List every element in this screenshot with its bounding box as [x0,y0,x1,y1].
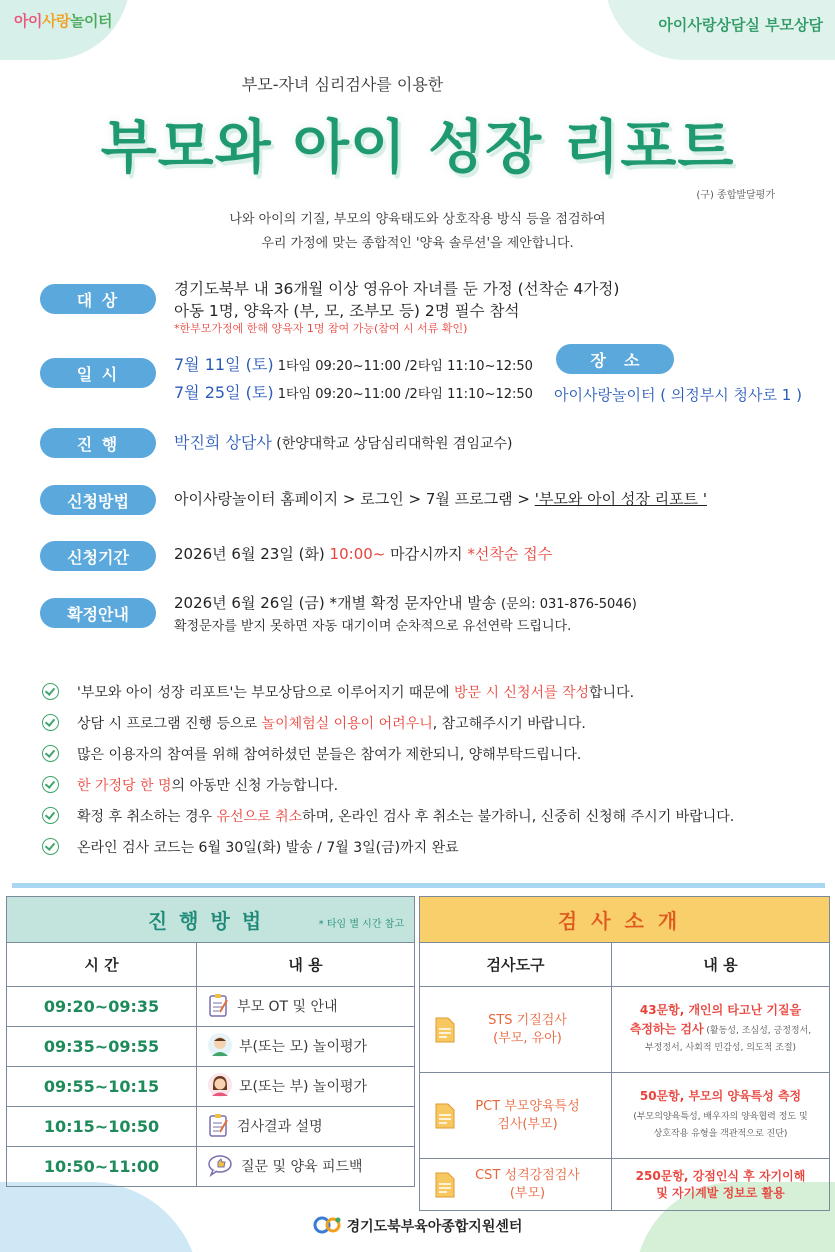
content-cell: 모(또는 부) 놀이평가 [197,1067,415,1107]
confirm-line: 2026년 6월 26일 (금) *개별 확정 문자안내 발송 [174,594,502,612]
check-icon [42,776,59,793]
former-name: (구) 종합발달평가 [696,190,775,201]
subtitle: 부모-자녀 심리검사를 이용한 [241,75,444,94]
list-item: 상담 시 프로그램 진행 등으로 놀이체험실 이용이 어려우니, 참고해주시기 바랍니다. [42,707,822,738]
info-cell: 50문항, 부모의 양육특성 측정 (부모의양육특성, 배우자의 양육협력 정도 및 상호작용 유형을 객관적으로 진단) [612,1073,830,1159]
check-icon [42,745,59,762]
apply-link: '부모와 아이 성장 리포트 ' [534,490,707,508]
notice-list [42,676,822,862]
period-label: 신청기간 [40,541,156,571]
check-icon [42,714,59,731]
description [0,208,835,256]
list-item: 확정 후 취소하는 경우 유선으로 취소하며, 온라인 검사 후 취소는 불가하니, 신중히 신청해 주시기 바랍니다. [42,800,822,831]
list-item: 많은 이용자의 참여를 위해 참여하셨던 분들은 참여가 제한되니, 양해부탁드립니다. [42,738,822,769]
period-info [174,543,552,565]
divider [12,883,825,888]
target-note: *한부모가정에 한해 양육자 1명 참여 가능(참여 시 서류 확인) [174,322,468,335]
schedule-header [7,897,415,943]
target-line: 경기도북부 내 36개월 이상 영유아 자녀를 둔 가정 (선착순 4가정) [174,280,620,298]
time-cell: 09:20~09:35 [7,987,197,1027]
host-name: 박진희 상담사 [174,433,272,452]
tests-header: 검사소개 [420,897,830,943]
check-icon [42,807,59,824]
date-label: 일 시 [40,358,156,388]
tool-cell: CST 성격강점검사 (부모) [420,1159,612,1211]
info-cell: 250문항, 강점인식 후 자기이해 및 자기계발 정보로 활용 [612,1159,830,1211]
check-icon [42,683,59,700]
time-cell: 10:15~10:50 [7,1107,197,1147]
column-header: 검사도구 [420,943,612,987]
apply-info [174,488,707,510]
table-row [420,1073,830,1159]
footer-org-name: 경기도북부육아종합지원센터 [346,1219,523,1235]
period-first-come: *선착순 접수 [467,545,553,563]
org-label: 아이사랑상담실 부모상담 [658,16,823,34]
table-row [7,1027,415,1067]
date-2-times: 1타임 09:20~11:00 /2타임 11:10~12:50 [273,387,533,402]
clipboard-icon [207,1112,231,1142]
schedule-title: 진행방법 [147,909,274,933]
schedule-table [6,896,415,1187]
host-detail: (한양대학교 상담심리대학원 겸임교수) [271,436,513,452]
list-item: 한 가정당 한 명의 아동만 신청 가능합니다. [42,769,822,800]
logo-text: 아이 [14,12,42,30]
content-cell: 부(또는 모) 놀이평가 [197,1027,415,1067]
list-item: '부모와 아이 성장 리포트'는 부모상담으로 이루어지기 때문에 방문 시 신청서를 작성합니다. [42,676,822,707]
content-cell: 질문 및 양육 피드백 [197,1147,415,1187]
footer [0,1214,835,1240]
tool-cell: PCT 부모양육특성 검사(부모) [420,1073,612,1159]
confirm-label: 확정안내 [40,598,156,628]
target-info [174,278,619,336]
description-line: 나와 아이의 기질, 부모의 양육태도와 상호작용 방식 등을 점검하여 [229,212,606,227]
logo [14,10,112,31]
place-label: 장소 [556,344,674,374]
table-row [7,1067,415,1107]
table-row [420,1159,830,1211]
column-header: 시 간 [7,943,197,987]
content-cell: 부모 OT 및 안내 [197,987,415,1027]
target-line: 아동 1명, 양육자 (부, 모, 조부모 등) 2명 필수 참석 [174,302,520,320]
logo-text: 놀이터 [69,12,112,30]
org-logo-icon [313,1214,343,1240]
period-end: 마감시까지 [385,545,468,563]
confirm-line: 확정문자를 받지 못하면 자동 대기이며 순차적으로 유선연락 드립니다. [174,619,572,634]
table-row [420,987,830,1073]
host-label: 진 행 [40,428,156,458]
logo-text: 사랑 [41,12,70,30]
schedule-ref: * 타임 별 시간 참고 [318,919,404,930]
document-icon [434,1016,456,1044]
list-item: 온라인 검사 코드는 6월 30일(화) 발송 / 7월 3일(금)까지 완료 [42,831,822,862]
tool-cell: STS 기질검사 (부모, 유아) [420,987,612,1073]
time-cell: 09:35~09:55 [7,1027,197,1067]
date-1: 7월 11일 (토) [174,355,274,374]
apply-path: 아이사랑놀이터 홈페이지 > 로그인 > 7월 프로그램 > [174,490,535,508]
description-line: 우리 가정에 맞는 종합적인 '양육 솔루션'을 제안합니다. [261,236,574,251]
column-header: 내 용 [612,943,830,987]
confirm-contact: (문의: 031-876-5046) [501,597,637,612]
time-cell: 10:50~11:00 [7,1147,197,1187]
period-time: 10:00~ [329,545,386,563]
date-info [174,354,533,406]
document-icon [434,1171,456,1199]
place-value: 아이사랑놀이터 ( 의정부시 청사로 1 ) [554,386,802,404]
page-title: 부모와 아이 성장 리포트 [100,113,735,181]
chat-icon [207,1153,235,1181]
mother-icon [207,1072,233,1102]
confirm-info [174,592,637,638]
check-icon [42,838,59,855]
clipboard-icon [207,992,231,1022]
host-info [174,432,513,455]
date-2: 7월 25일 (토) [174,383,274,402]
period-date: 2026년 6월 23일 (화) [174,545,330,563]
table-row [7,1147,415,1187]
column-header: 내 용 [197,943,415,987]
father-icon [207,1032,233,1062]
info-cell: 43문항, 개인의 타고난 기질을 측정하는 검사 (활동성, 조심성, 긍정정서, 부정정서, 사회적 민감성, 의도적 조절) [612,987,830,1073]
table-row [7,1107,415,1147]
date-1-times: 1타임 09:20~11:00 /2타임 11:10~12:50 [273,359,533,374]
target-label: 대 상 [40,284,156,314]
document-icon [434,1102,456,1130]
apply-label: 신청방법 [40,485,156,515]
tests-table [419,896,830,1211]
time-cell: 09:55~10:15 [7,1067,197,1107]
table-row [7,987,415,1027]
content-cell: 검사결과 설명 [197,1107,415,1147]
